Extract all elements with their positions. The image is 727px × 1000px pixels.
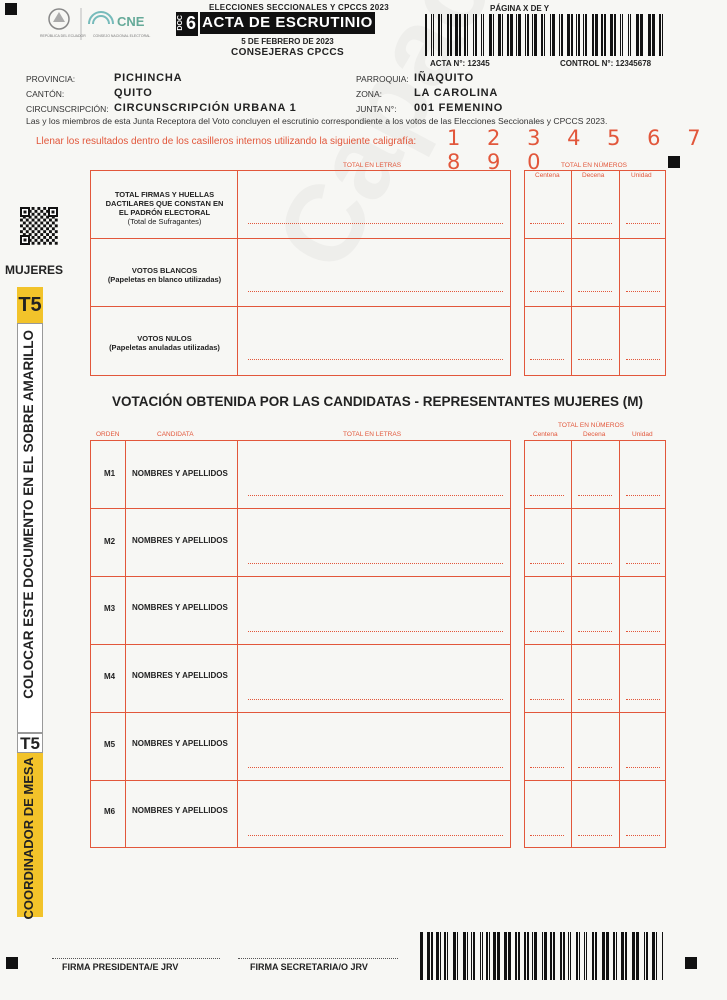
- zona-value: LA CAROLINA: [414, 87, 499, 99]
- registration-mark: [685, 957, 697, 969]
- intro-text: Las y los miembros de esta Junta Receptora del Voto concluyen el escrutinio correspondiente a los votos de las Elecciones Seccionales y CPCCS 2023.: [26, 116, 608, 126]
- summary-row-line: (Papeletas anuladas utilizadas): [109, 343, 220, 352]
- candidate-name-m6: NOMBRES Y APELLIDOS: [132, 806, 228, 815]
- t5-label: T5: [18, 294, 42, 316]
- votacion-total-numeros-header: TOTAL EN NÚMEROS: [558, 422, 624, 429]
- votacion-total-letras-header: TOTAL EN LETRAS: [343, 431, 402, 438]
- candidate-order-m5: M5: [104, 740, 116, 749]
- doc-label: DOC: [177, 15, 184, 31]
- candidate-order-m3: M3: [104, 604, 116, 613]
- summary-row-line: EL PADRÓN ELECTORAL: [118, 208, 211, 217]
- registration-mark: [5, 3, 17, 15]
- votacion-decena: Decena: [583, 431, 606, 438]
- control-number: CONTROL N°: 12345678: [560, 59, 652, 68]
- summary-centena: Centena: [535, 172, 560, 179]
- candidate-name-m4: NOMBRES Y APELLIDOS: [132, 671, 228, 680]
- barcode-top: [425, 14, 665, 56]
- t5-bottom-label: T5: [17, 733, 43, 753]
- canton-value: QUITO: [114, 87, 153, 99]
- canton-label: CANTÓN:: [26, 89, 65, 99]
- summary-row-nulos: [92, 334, 237, 352]
- logo-text-consejo: CONSEJO NACIONAL ELECTORAL: [93, 34, 151, 38]
- barcode-bottom: [420, 932, 663, 980]
- registration-mark: [6, 957, 18, 969]
- instruction-text: Llenar los resultados dentro de los casilleros internos utilizando la siguiente caligrafía:: [36, 136, 417, 147]
- provincia-label: PROVINCIA:: [26, 74, 76, 84]
- coordinador-text: COORDINADOR DE MESA: [21, 757, 36, 920]
- summary-numbers-box: [524, 170, 666, 376]
- summary-row-line: VOTOS BLANCOS: [131, 266, 198, 275]
- summary-row-sufragantes: [92, 190, 237, 226]
- parroquia-label: PARROQUIA:: [356, 74, 409, 84]
- cne-logo: [40, 6, 175, 42]
- candidate-name-m5: NOMBRES Y APELLIDOS: [132, 739, 228, 748]
- summary-row-line: (Total de Sufragantes): [127, 217, 202, 226]
- circunscripcion-label: CIRCUNSCRIPCIÓN:: [26, 104, 109, 114]
- acta-title: ACTA DE ESCRUTINIO: [200, 12, 375, 34]
- summary-unidad: Unidad: [631, 172, 652, 179]
- doc-number: 6: [186, 13, 197, 33]
- firma-secretaria: FIRMA SECRETARIA/O JRV: [250, 962, 368, 972]
- summary-total-numeros-header: TOTAL EN NÚMEROS: [561, 162, 627, 169]
- candidate-name-m1: NOMBRES Y APELLIDOS: [132, 469, 228, 478]
- calligraphy-digits: 1 2 3 4 5 6 7 8 9 0: [447, 126, 711, 174]
- summary-row-line: VOTOS NULOS: [137, 334, 192, 343]
- candidata-header: CANDIDATA: [157, 431, 194, 438]
- summary-row-blancos: [92, 266, 237, 284]
- doc-box: [176, 12, 198, 36]
- summary-row-line: (Papeletas en blanco utilizadas): [107, 275, 222, 284]
- logo-text-republica: REPÚBLICA DEL ECUADOR: [40, 34, 86, 38]
- candidate-name-m2: NOMBRES Y APELLIDOS: [132, 536, 228, 545]
- votacion-title: VOTACIÓN OBTENIDA POR LAS CANDIDATAS - REPRESENTANTES MUJERES (M): [111, 394, 643, 409]
- pagina-label: PÁGINA X DE Y: [490, 4, 550, 13]
- summary-total-letras-header: TOTAL EN LETRAS: [343, 162, 402, 169]
- sidebar-instruction-text: COLOCAR ESTE DOCUMENTO EN EL SOBRE AMARILLO: [21, 330, 36, 699]
- sidebar-instruction-box: [17, 323, 43, 733]
- summary-row-line: TOTAL FIRMAS Y HUELLAS: [114, 190, 215, 199]
- candidate-order-m4: M4: [104, 672, 116, 681]
- orden-header: ORDEN: [96, 431, 120, 438]
- qr-code: [20, 207, 58, 245]
- coordinador-box: [17, 753, 43, 920]
- elecciones-title: ELECCIONES SECCIONALES Y CPCCS 2023: [208, 3, 390, 12]
- parroquia-value: IÑAQUITO: [414, 72, 474, 84]
- junta-label: JUNTA N°:: [356, 104, 397, 114]
- candidate-name-m3: NOMBRES Y APELLIDOS: [132, 603, 228, 612]
- consejeras-title: CONSEJERAS CPCCS: [230, 47, 345, 58]
- candidate-order-m6: M6: [104, 807, 116, 816]
- summary-row-line: DACTILARES QUE CONSTAN EN: [105, 199, 224, 208]
- logo-text-cne: CNE: [117, 14, 145, 29]
- candidate-order-m2: M2: [104, 537, 116, 546]
- fecha: 5 DE FEBRERO DE 2023: [241, 37, 334, 46]
- votacion-centena: Centena: [533, 431, 558, 438]
- acta-number: ACTA N°: 12345: [430, 59, 490, 68]
- mujeres-label: MUJERES: [5, 263, 64, 277]
- zona-label: ZONA:: [356, 89, 382, 99]
- circunscripcion-value: CIRCUNSCRIPCIÓN URBANA 1: [114, 102, 297, 114]
- junta-value: 001 FEMENINO: [414, 102, 504, 114]
- provincia-value: PICHINCHA: [114, 72, 183, 84]
- firma-presidenta: FIRMA PRESIDENTA/E JRV: [62, 962, 179, 972]
- votacion-unidad: Unidad: [632, 431, 653, 438]
- candidate-order-m1: M1: [104, 469, 116, 478]
- summary-decena: Decena: [582, 172, 605, 179]
